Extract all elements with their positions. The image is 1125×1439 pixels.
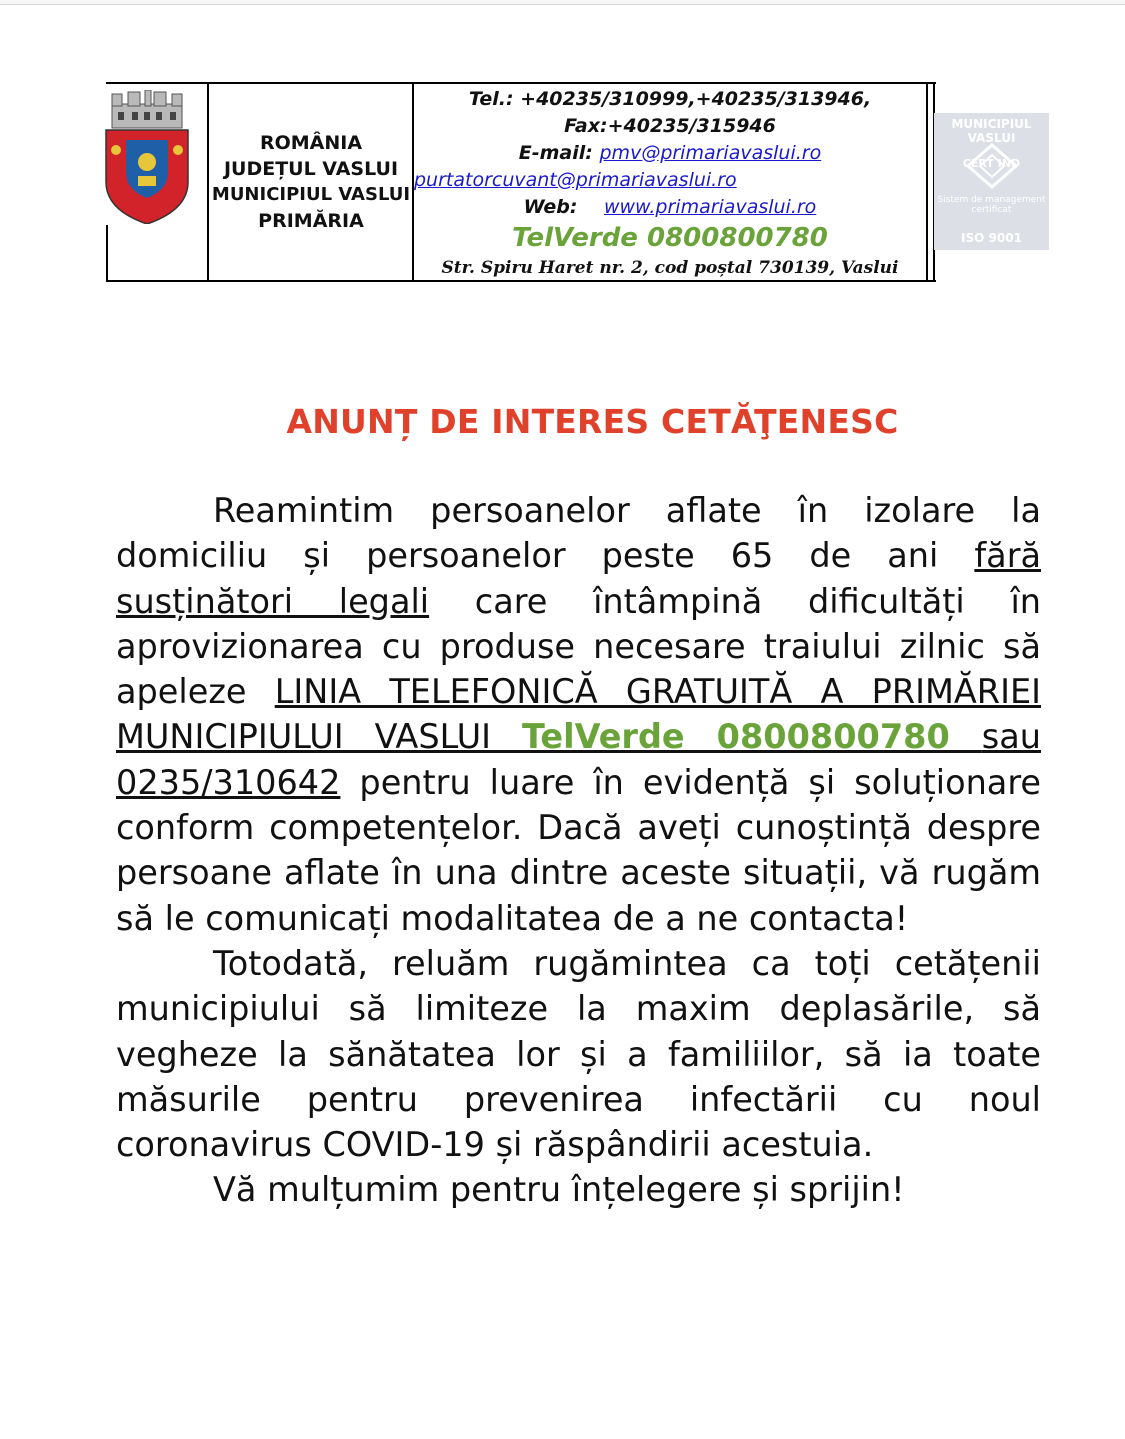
paragraph-1-text-b: care întâmpină dificultăți în aprovizionarea cu produse necesare traiului zilnic să apeleze bbox=[116, 581, 1041, 712]
certification-badge bbox=[934, 113, 1049, 250]
institution-identity bbox=[210, 130, 412, 234]
announcement-body bbox=[116, 488, 1041, 1213]
cert-badge-top: MUNICIPIUL VASLUI bbox=[951, 117, 1032, 145]
hotline-name: LINIA TELEFONICĂ GRATUITĂ A PRIMĂRIEI MUNICIPIULUI VASLUI bbox=[116, 672, 1041, 757]
announcement-title: ANUNȚ DE INTERES CETĂŢENESC bbox=[286, 402, 899, 441]
paragraph-1-text-c: pentru luare în evidență și soluționare conform competențelor. Dacă aveți cunoștință despre persoane aflate în una dintre aceste situații, vă rugăm să le comunicați modalitatea de a ne contacta! bbox=[116, 762, 1041, 938]
email-link-pmv[interactable]: pmv@primariavaslui.ro bbox=[599, 142, 822, 164]
table-divider-3 bbox=[926, 82, 928, 282]
email-line bbox=[414, 140, 926, 167]
web-label: Web: bbox=[523, 196, 578, 218]
underlined-no-guardians: fără susținători legali bbox=[116, 536, 1041, 621]
fax-line: Fax:+40235/315946 bbox=[564, 115, 776, 137]
table-left-border bbox=[106, 225, 108, 282]
paragraph-3: Vă mulțumim pentru înțelegere și sprijin! bbox=[213, 1170, 905, 1210]
identity-line-county: JUDEȚUL VASLUI bbox=[223, 158, 399, 180]
phone-label: Tel.: bbox=[468, 88, 514, 110]
identity-line-office: PRIMĂRIA bbox=[258, 210, 364, 232]
cert-badge-subtitle: Sistem de management certificat bbox=[937, 195, 1046, 215]
window-top-border bbox=[0, 0, 1125, 5]
coat-of-arms-icon bbox=[104, 90, 190, 224]
phone-line bbox=[414, 86, 926, 113]
web-link[interactable]: www.primariavaslui.ro bbox=[603, 196, 817, 218]
table-divider-1 bbox=[207, 82, 209, 282]
web-line bbox=[414, 194, 926, 221]
identity-line-municipality: MUNICIPIUL VASLUI bbox=[211, 184, 411, 205]
email-line-2 bbox=[414, 167, 926, 194]
alternate-phone: sau 0235/310642 bbox=[116, 717, 1041, 802]
email-label: E-mail: bbox=[518, 142, 593, 164]
telverde-header: TelVerde 0800800780 bbox=[512, 223, 828, 253]
table-top-border bbox=[106, 82, 936, 84]
paragraph-2: Totodată, reluăm rugămintea ca toți cetățenii municipiului să limiteze la maxim deplasările, să vegheze la sănătatea lor și a familiilor, să ia toate măsurile pentru prevenirea infectării cu noul coronavirus COVID-19 și răspândirii acestuia. bbox=[116, 943, 1041, 1165]
telverde-number: TelVerde 0800800780 bbox=[522, 717, 982, 757]
email-link-spokesperson[interactable]: purtatorcuvant@primariavaslui.ro bbox=[414, 169, 737, 191]
identity-line-country: ROMÂNIA bbox=[259, 132, 363, 154]
contact-block bbox=[414, 86, 926, 281]
address-line: Str. Spiru Haret nr. 2, cod poștal 730139, Vaslui bbox=[441, 258, 899, 278]
phone-value: +40235/310999,+40235/313946, bbox=[520, 88, 872, 110]
paragraph-1-text-a: Reamintim persoanelor aflate în izolare la domiciliu și persoanelor peste 65 de ani bbox=[116, 491, 1041, 576]
cert-badge-iso: ISO 9001 bbox=[961, 231, 1022, 245]
paragraph-1 bbox=[116, 488, 1041, 941]
cert-badge-brand: CERT IND bbox=[962, 157, 1021, 170]
